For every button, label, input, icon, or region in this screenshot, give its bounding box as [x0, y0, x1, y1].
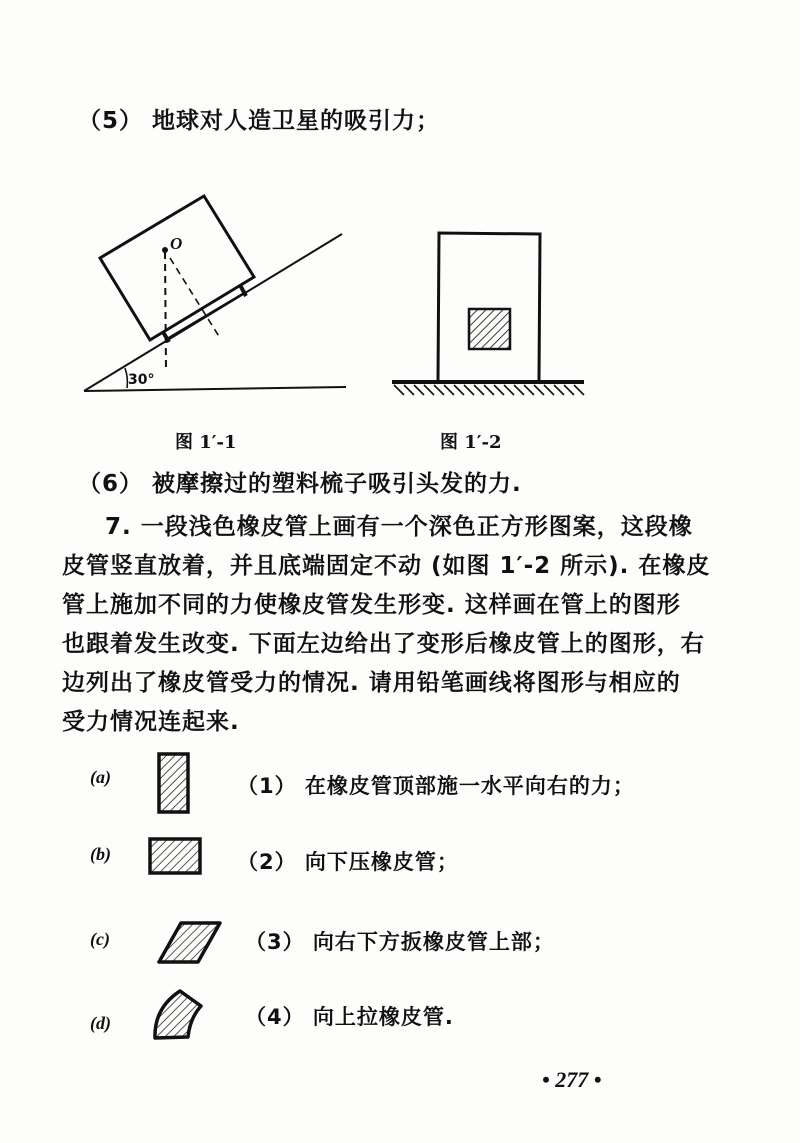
- problem-7-line: 也跟着发生改变. 下面左边给出了变形后橡皮管上的图形，右: [62, 631, 705, 657]
- problem-7-line: 管上施加不同的力使橡皮管发生形变. 这样画在管上的图形: [62, 592, 681, 618]
- shape-d-curved: [155, 991, 201, 1038]
- page-number: • 277 •: [542, 1067, 602, 1092]
- shape-label-d: (d): [90, 1013, 111, 1033]
- shape-label-b: (b): [90, 844, 111, 864]
- problem-7-line: 皮管竖直放着，并且底端固定不动 (如图 1′-2 所示). 在橡皮: [62, 553, 711, 579]
- point-o-label: O: [170, 234, 183, 253]
- figure-1-caption: 图 1′-1: [175, 432, 237, 453]
- force-option-3: （3） 向右下方扳橡皮管上部；: [245, 930, 555, 954]
- shape-label-a: (a): [90, 767, 111, 787]
- shape-b-wide-rect: [150, 839, 200, 873]
- item-5-text: （5） 地球对人造卫星的吸引力；: [78, 108, 441, 134]
- shape-label-c: (c): [90, 929, 110, 949]
- figure-incline-block: [70, 180, 370, 400]
- force-option-2: （2） 向下压橡皮管；: [237, 850, 459, 874]
- deformed-shapes: [140, 740, 250, 1050]
- shape-a-tall-rect: [159, 754, 188, 812]
- angle-label: 30°: [128, 372, 155, 388]
- figure-rubber-tube: [380, 220, 600, 400]
- problem-7-line: 7. 一段浅色橡皮管上画有一个深色正方形图案，这段橡: [105, 514, 693, 540]
- figure-2-caption: 图 1′-2: [440, 432, 502, 453]
- force-option-4: （4） 向上拉橡皮管.: [245, 1005, 454, 1029]
- problem-7-line: 受力情况连起来.: [62, 709, 240, 735]
- force-option-1: （1） 在橡皮管顶部施一水平向右的力；: [237, 774, 635, 798]
- shape-c-parallelogram: [159, 923, 220, 962]
- item-6-text: （6） 被摩擦过的塑料梳子吸引头发的力.: [78, 471, 522, 497]
- problem-7-line: 边列出了橡皮管受力的情况. 请用铅笔画线将图形与相应的: [62, 670, 681, 696]
